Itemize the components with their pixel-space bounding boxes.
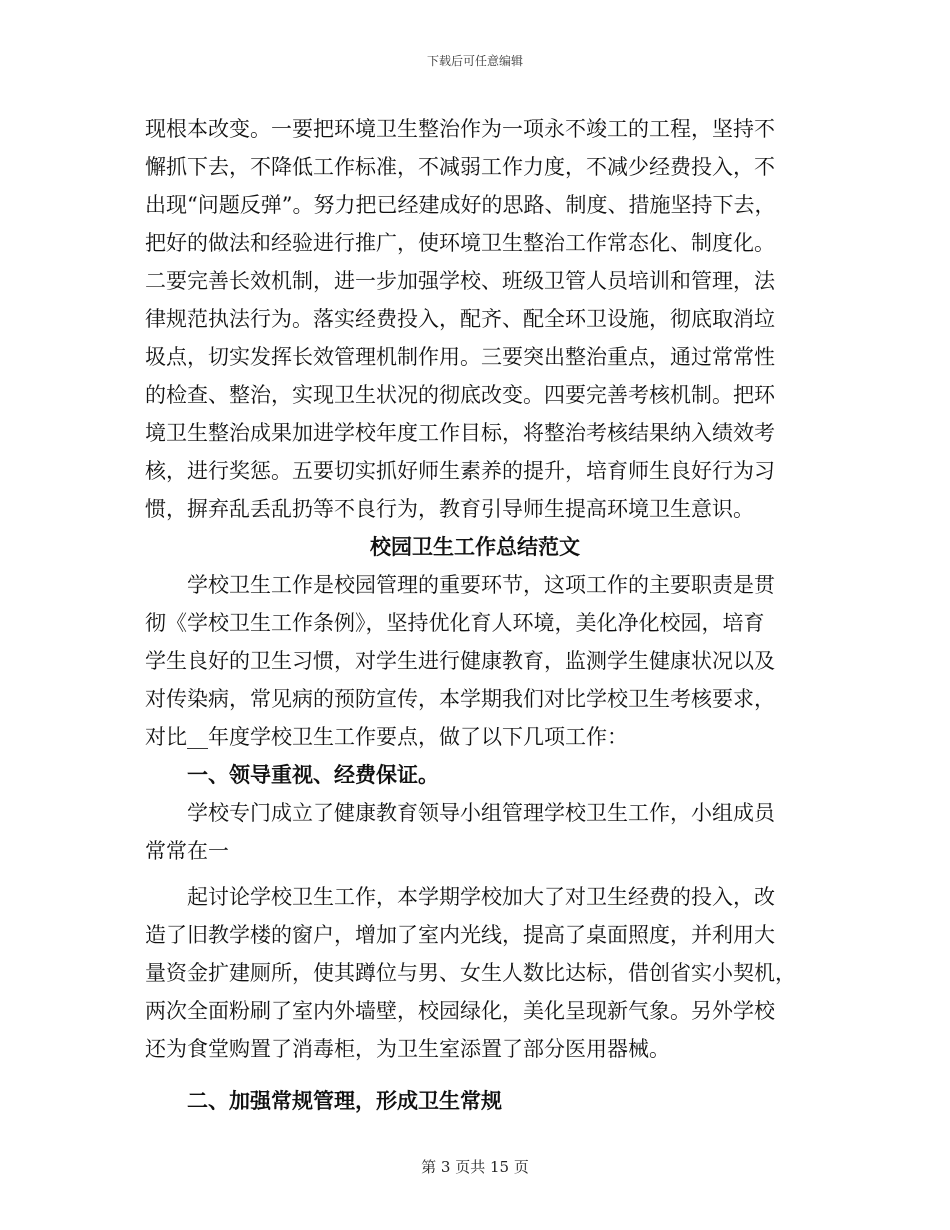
text-line: 出现“问题反弹”。努力把已经建成好的思路、制度、措施坚持下去，	[145, 193, 776, 217]
text-line: 现根本改变。一要把环境卫生整治作为一项永不竣工的工程，坚持不	[145, 117, 775, 141]
text-line: 对比__年度学校卫生工作要点，做了以下几项工作：	[145, 725, 628, 749]
text-line: 造了旧教学楼的窗户，增加了室内光线，提高了桌面照度，并利用大	[145, 923, 775, 947]
page-header: 下载后可任意编辑	[426, 54, 523, 68]
paragraph-4	[145, 878, 805, 1068]
text-line: 惯，摒弃乱丢乱扔等不良行为，教育引导师生提高环境卫生意识。	[145, 497, 754, 521]
text-line: 学生良好的卫生习惯，对学生进行健康教育，监测学生健康状况以及	[145, 649, 775, 673]
paragraph-2	[145, 566, 805, 756]
text-line: 学校专门成立了健康教育领导小组管理学校卫生工作，小组成员	[187, 801, 775, 825]
text-line: 的检查、整治，实现卫生状况的彻底改变。四要完善考核机制。把环	[145, 383, 775, 407]
section-heading: 一、领导重视、经费保证。	[187, 762, 439, 787]
text-line: 还为食堂购置了消毒柜，为卫生室添置了部分医用器械。	[145, 1037, 670, 1061]
text-line: 把好的做法和经验进行推广，使环境卫生整治工作常态化、制度化。	[145, 231, 775, 255]
section-heading: 二、加强常规管理，形成卫生常规	[187, 1088, 502, 1113]
text-line: 彻《学校卫生工作条例》，坚持优化育人环境，美化净化校园，培育	[145, 611, 765, 635]
text-line: 学校卫生工作是校园管理的重要环节，这项工作的主要职责是贯	[187, 573, 775, 597]
text-line: 两次全面粉刷了室内外墙壁，校园绿化，美化呈现新气象。另外学校	[145, 999, 775, 1023]
page-footer: 第 3 页共 15 页	[421, 1158, 529, 1176]
text-line: 核，进行奖惩。五要切实抓好师生素养的提升，培育师生良好行为习	[145, 459, 775, 483]
text-line: 量资金扩建厕所，使其蹲位与男、女生人数比达标，借创省实小契机，	[145, 961, 796, 985]
text-line: 境卫生整治成果加进学校年度工作目标，将整治考核结果纳入绩效考	[145, 421, 775, 445]
text-line: 律规范执法行为。落实经费投入，配齐、配全环卫设施，彻底取消垃	[145, 307, 775, 331]
text-line: 二要完善长效机制，进一步加强学校、班级卫管人员培训和管理，法	[145, 269, 775, 293]
document-title: 校园卫生工作总结范文	[370, 534, 580, 559]
paragraph-3	[145, 794, 805, 870]
text-line: 圾点，切实发挥长效管理机制作用。三要突出整治重点，通过常常性	[145, 345, 775, 369]
paragraph-1	[145, 110, 805, 528]
text-line: 对传染病，常见病的预防宣传，本学期我们对比学校卫生考核要求，	[145, 687, 775, 711]
document-body	[145, 110, 805, 1120]
text-line: 常常在一	[145, 839, 229, 863]
text-line: 懈抓下去，不降低工作标准，不减弱工作力度，不减少经费投入，不	[145, 155, 775, 179]
text-line: 起讨论学校卫生工作，本学期学校加大了对卫生经费的投入，改	[187, 885, 775, 909]
